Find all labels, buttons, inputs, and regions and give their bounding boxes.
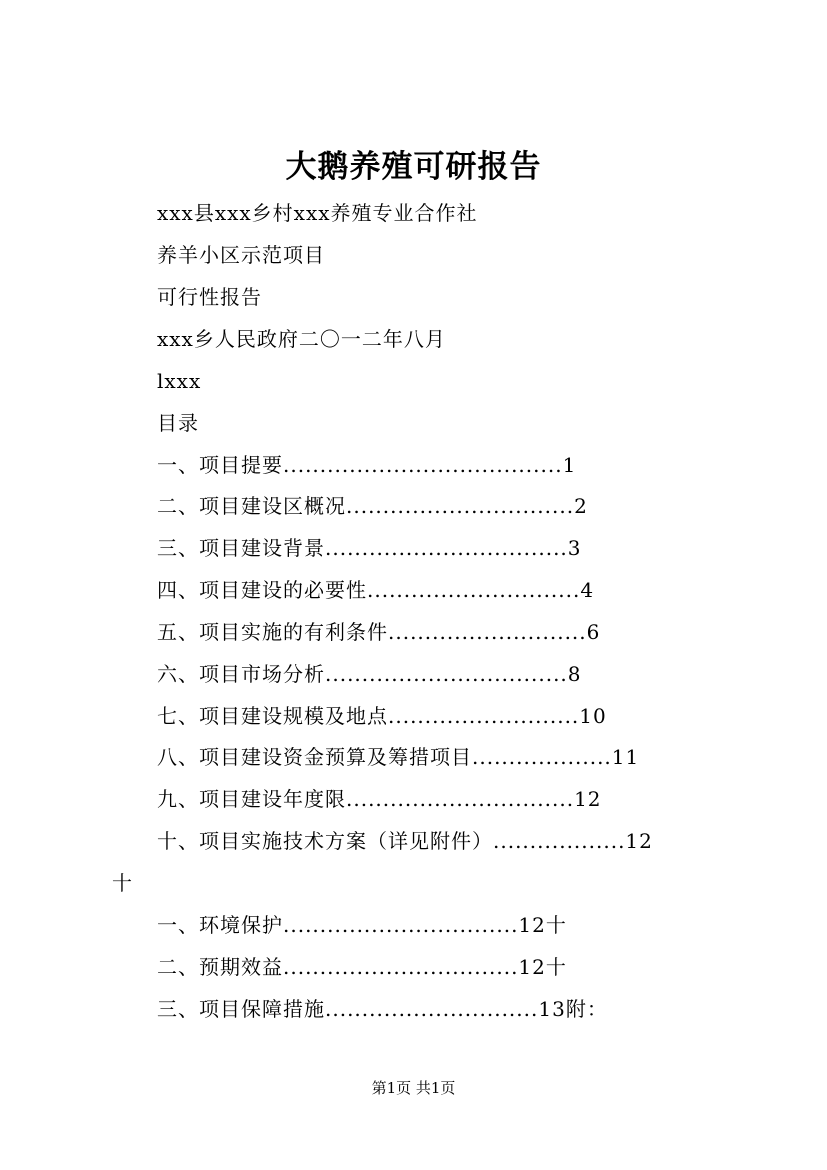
toc-item: 四、项目建设的必要性.............................4 <box>157 578 595 602</box>
intro-line-project: 养羊小区示范项目 <box>157 243 325 267</box>
toc-item: 一、项目提要......................................1 <box>157 453 577 477</box>
page-footer: 第1页 共1页 <box>371 1079 456 1097</box>
toc-wrap-char: 十 <box>112 871 133 895</box>
toc-item: 二、项目建设区概况...............................2 <box>157 494 588 518</box>
document-title: 大鹅养殖可研报告 <box>285 149 542 185</box>
intro-line-cooperative: xxx县xxx乡村xxx养殖专业合作社 <box>157 201 478 225</box>
intro-line-code: lxxx <box>157 369 202 393</box>
intro-line-report-type: 可行性报告 <box>157 285 262 309</box>
intro-line-issuer-date: xxx乡人民政府二〇一二年八月 <box>157 327 446 351</box>
toc-subitem: 三、项目保障措施.............................13附： <box>157 997 608 1021</box>
toc-item: 八、项目建设资金预算及筹措项目...................11 <box>157 745 640 769</box>
toc-item: 三、项目建设背景.................................3 <box>157 536 582 560</box>
toc-subitem: 一、环境保护................................12十 <box>157 913 567 937</box>
toc-item: 十、项目实施技术方案（详见附件）..................12 <box>157 829 653 853</box>
toc-subitem: 二、预期效益................................12十 <box>157 955 567 979</box>
toc-item: 九、项目建设年度限...............................12 <box>157 787 602 811</box>
toc-item: 七、项目建设规模及地点..........................10 <box>157 704 607 728</box>
toc-heading: 目录 <box>157 411 199 435</box>
toc-item: 五、项目实施的有利条件...........................6 <box>157 620 601 644</box>
toc-item: 六、项目市场分析.................................8 <box>157 662 582 686</box>
